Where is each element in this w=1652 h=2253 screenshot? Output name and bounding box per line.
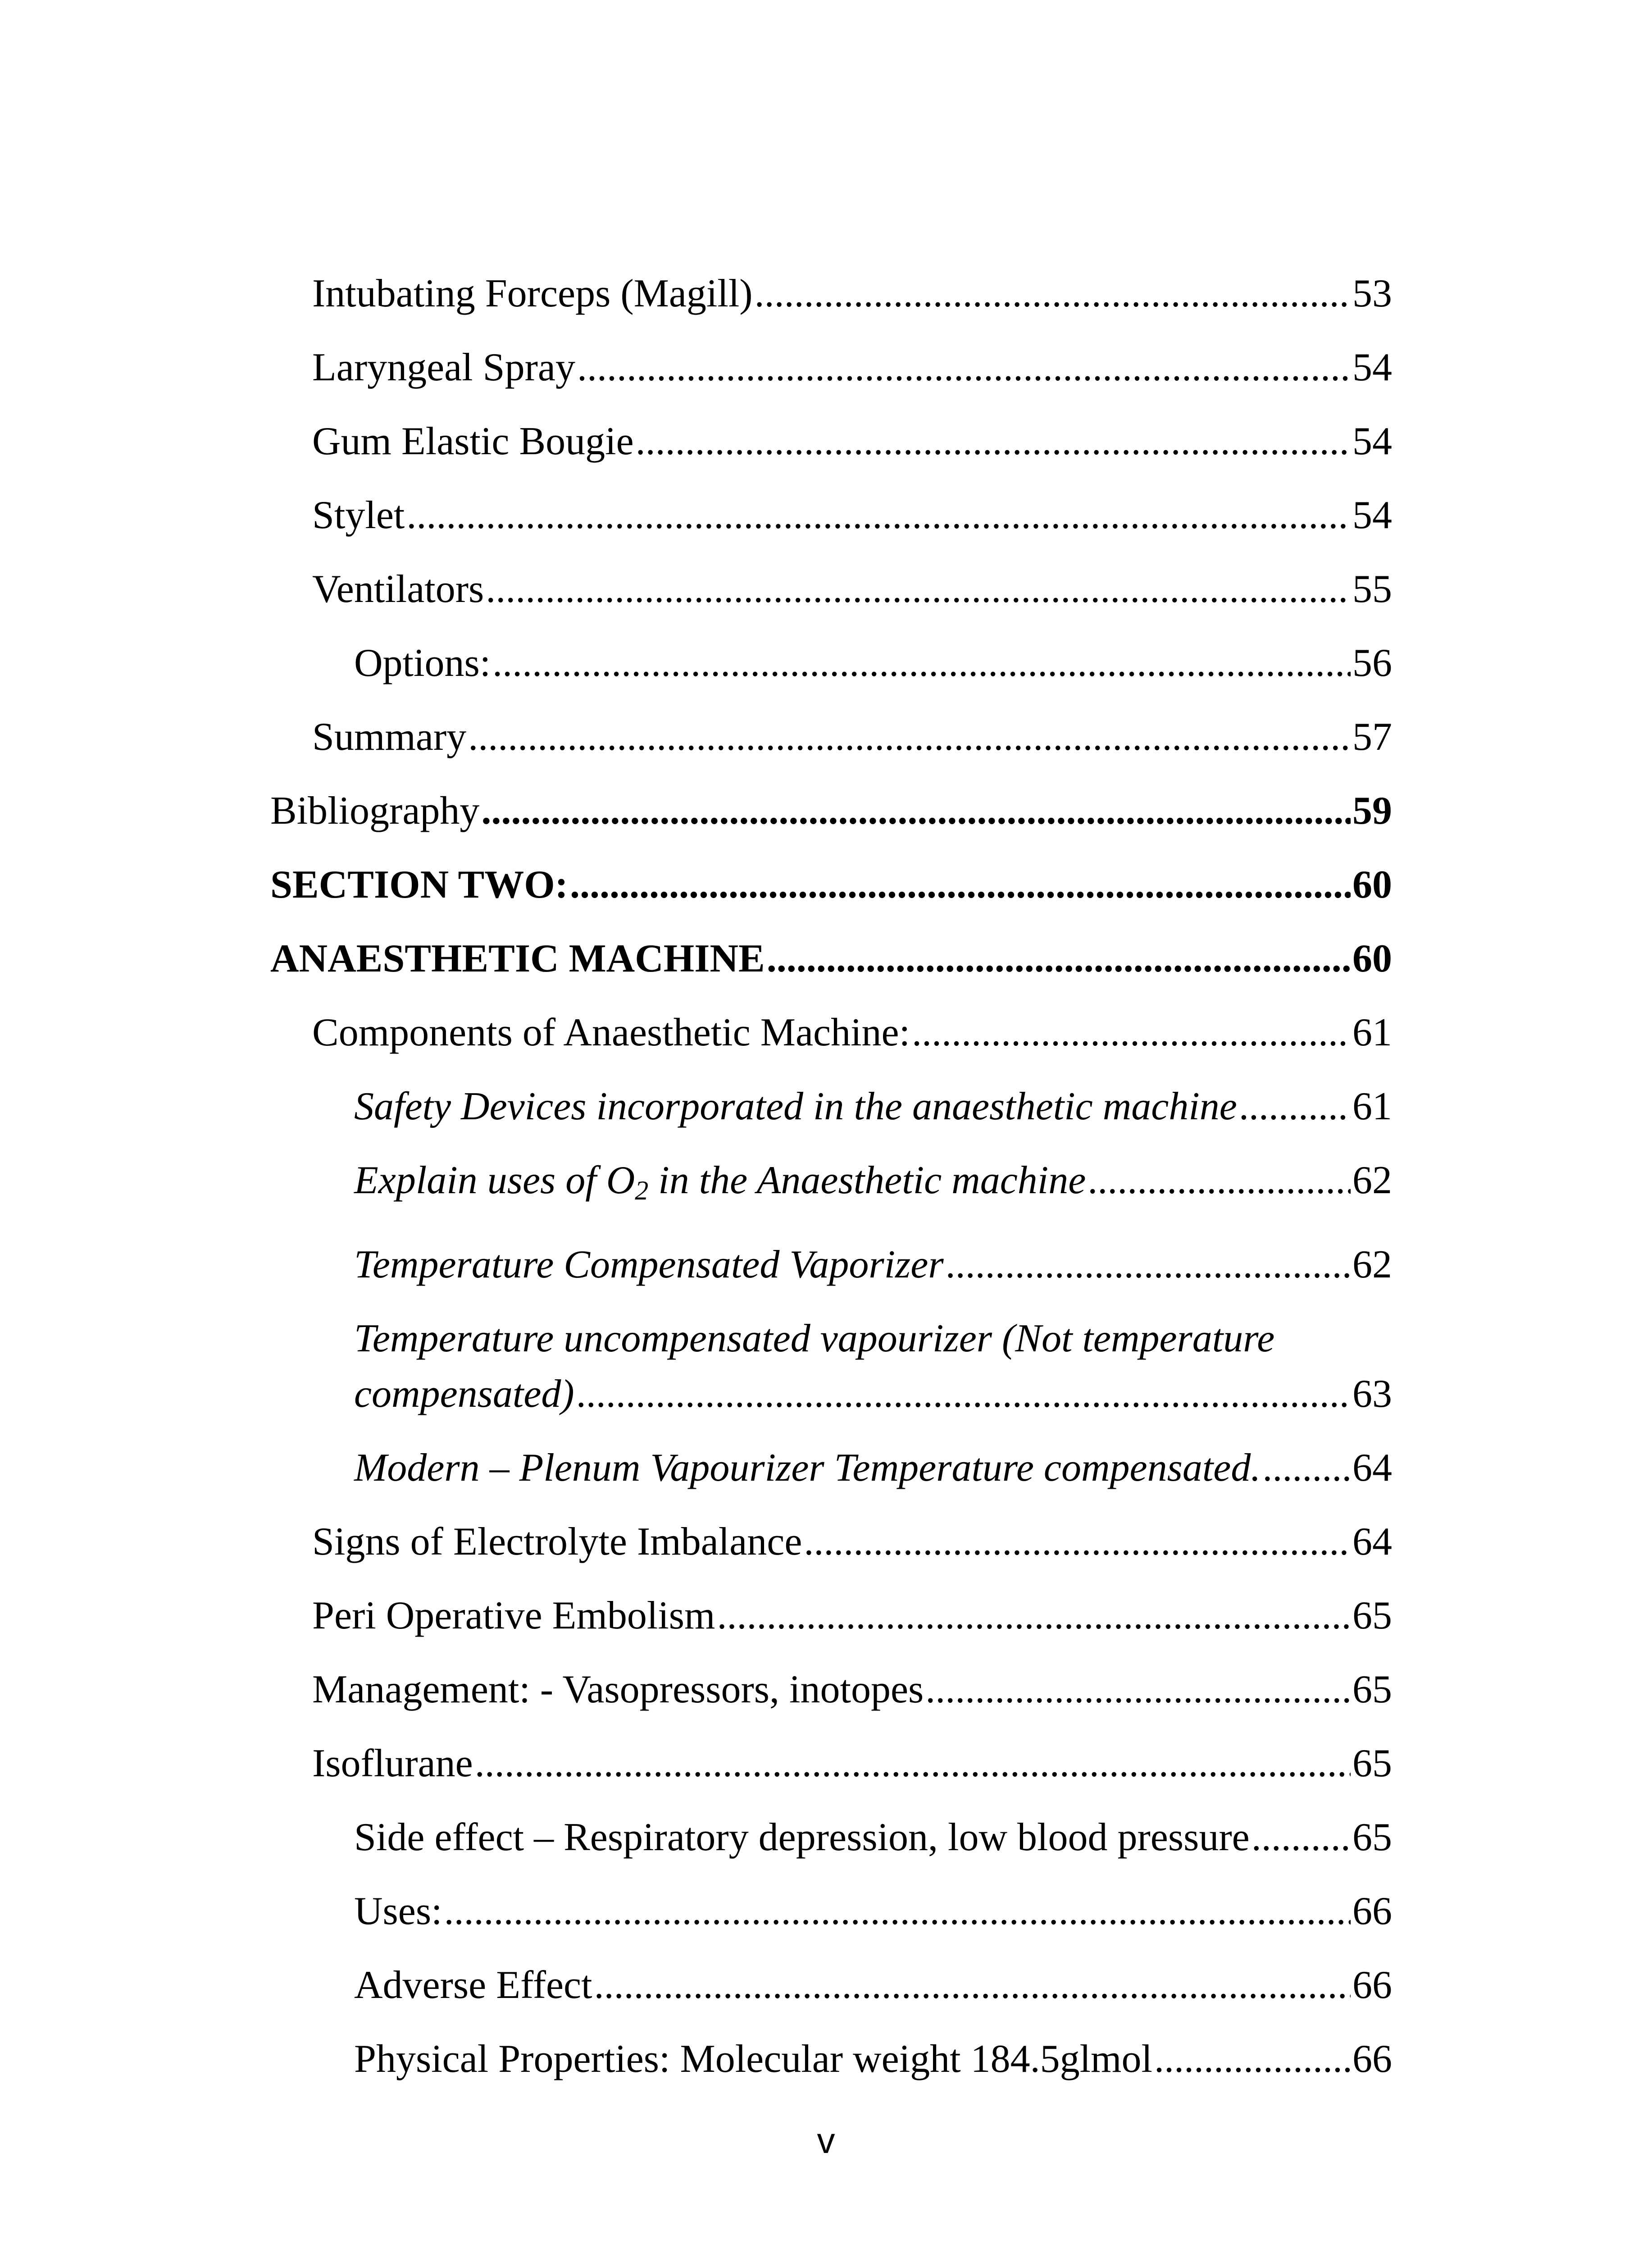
toc-entry[interactable] [270,1884,1392,1939]
toc-entry-page: 54 [1352,493,1392,537]
dot-leader [804,1514,1351,1569]
dot-leader [1262,1440,1351,1496]
toc-entry-page: 57 [1352,715,1392,759]
toc-entry-page: 61 [1352,1011,1392,1054]
toc-entry-title: Temperature Compensated Vaporizer [354,1243,944,1286]
dot-leader [576,1366,1351,1422]
toc-entry[interactable] [270,1005,1392,1060]
toc-entry-page: 62 [1352,1243,1392,1286]
toc-entry[interactable] [270,1440,1392,1496]
toc-entry-title: SECTION TWO: [270,863,568,907]
toc-entry-title: Side effect – Respiratory depression, low blood pressure [354,1815,1250,1859]
dot-leader [594,1957,1351,2013]
toc-entry-title: Isoflurane [312,1742,473,1785]
toc-entry-title: Physical Properties: Molecular weight 184.5glmol [354,2037,1152,2081]
toc-entry-title: Summary [312,715,467,759]
toc-entry-title: Laryngeal Spray [312,346,575,389]
dot-leader [1239,1079,1351,1134]
toc-entry-page: 66 [1352,1963,1392,2007]
dot-leader [912,1005,1351,1060]
dot-leader [717,1588,1351,1643]
toc-entry-page: 60 [1352,863,1392,907]
toc-entry-title: Intubating Forceps (Magill) [312,272,753,315]
toc-entry-title: Bibliography [270,789,480,833]
toc-entry-page: 66 [1352,1889,1392,1933]
toc-entry-page: 56 [1352,641,1392,685]
dot-leader [481,783,1351,839]
toc-entry[interactable] [270,1153,1392,1218]
toc-entry-page: 65 [1352,1594,1392,1637]
toc-entry-page: 66 [1352,2037,1392,2081]
page-number: v [817,2121,835,2161]
toc-entry-title: Management: - Vasopressors, inotopes [312,1668,924,1711]
toc-entry-page: 65 [1352,1742,1392,1785]
toc-entry-title: Gum Elastic Bougie [312,420,634,463]
dot-leader [570,857,1351,912]
dot-leader [475,1736,1351,1791]
toc-entry[interactable] [270,709,1392,765]
dot-leader [486,561,1351,617]
toc-entry[interactable] [270,1957,1392,2013]
toc-entry-page: 60 [1352,937,1392,981]
toc-entry-title: Signs of Electrolyte Imbalance [312,1520,802,1564]
toc-entry-title-line: Temperature uncompensated vapourizer (Not temperature [354,1317,1275,1360]
toc-entry[interactable] [270,2031,1392,2087]
toc-entry[interactable] [270,1810,1392,1865]
toc-entry-page: 63 [1352,1372,1392,1416]
toc-entry[interactable] [270,1079,1392,1134]
toc-entry[interactable] [270,1588,1392,1643]
toc-entry-title: ANAESTHETIC MACHINE [270,937,765,981]
toc-entry[interactable] [270,1736,1392,1791]
toc-entry-title-part: in the Anaesthetic machine [648,1158,1086,1202]
toc-entry[interactable] [270,783,1392,839]
toc-entry-page: 54 [1352,346,1392,389]
toc-entry-page: 59 [1352,789,1392,833]
toc-entry-page: 53 [1352,272,1392,315]
dot-leader [1252,1810,1351,1865]
toc-entry[interactable] [270,1662,1392,1717]
dot-leader [468,709,1351,765]
toc-entry-title: Stylet [312,493,405,537]
toc-entry-title: Modern – Plenum Vapourizer Temperature compensated. [354,1446,1261,1490]
dot-leader [925,1662,1351,1717]
dot-leader [1154,2031,1351,2087]
toc-entry-page: 64 [1352,1520,1392,1564]
toc-entry-title: Peri Operative Embolism [312,1594,715,1637]
toc-entry[interactable] [270,414,1392,469]
toc-entry-title: Uses: [354,1889,442,1933]
toc-entry-page: 65 [1352,1815,1392,1859]
toc-entry[interactable] [270,635,1392,691]
dot-leader [636,414,1351,469]
toc-entry-page: 55 [1352,567,1392,611]
toc-entry-page: 61 [1352,1085,1392,1128]
table-of-contents [270,266,1392,2105]
dot-leader [767,931,1351,986]
toc-entry[interactable] [270,561,1392,617]
toc-entry-page: 54 [1352,420,1392,463]
toc-entry-page: 65 [1352,1668,1392,1711]
toc-entry-title-part: Explain uses of O [354,1158,635,1202]
toc-entry-title [354,1153,1086,1218]
toc-entry[interactable] [270,1237,1392,1292]
toc-entry[interactable] [270,488,1392,543]
toc-entry[interactable] [270,266,1392,321]
toc-entry-title: Adverse Effect [354,1963,592,2007]
toc-entry[interactable] [270,857,1392,912]
dot-leader [755,266,1351,321]
dot-leader [1088,1153,1351,1208]
toc-entry[interactable] [270,1311,1392,1422]
toc-entry-title-line: compensated) [354,1372,574,1416]
toc-entry-page: 62 [1352,1158,1392,1202]
toc-entry-title: Ventilators [312,567,484,611]
dot-leader [444,1884,1351,1939]
subscript: 2 [635,1176,649,1205]
toc-entry[interactable] [270,931,1392,986]
toc-entry-title: Options: [354,641,491,685]
dot-leader [577,340,1351,395]
dot-leader [492,635,1351,691]
toc-entry[interactable] [270,1514,1392,1569]
toc-entry[interactable] [270,340,1392,395]
dot-leader [946,1237,1351,1292]
toc-entry-title: Components of Anaesthetic Machine: [312,1011,910,1054]
dot-leader [406,488,1351,543]
toc-entry-title: Safety Devices incorporated in the anaesthetic machine [354,1085,1237,1128]
toc-entry-page: 64 [1352,1446,1392,1490]
